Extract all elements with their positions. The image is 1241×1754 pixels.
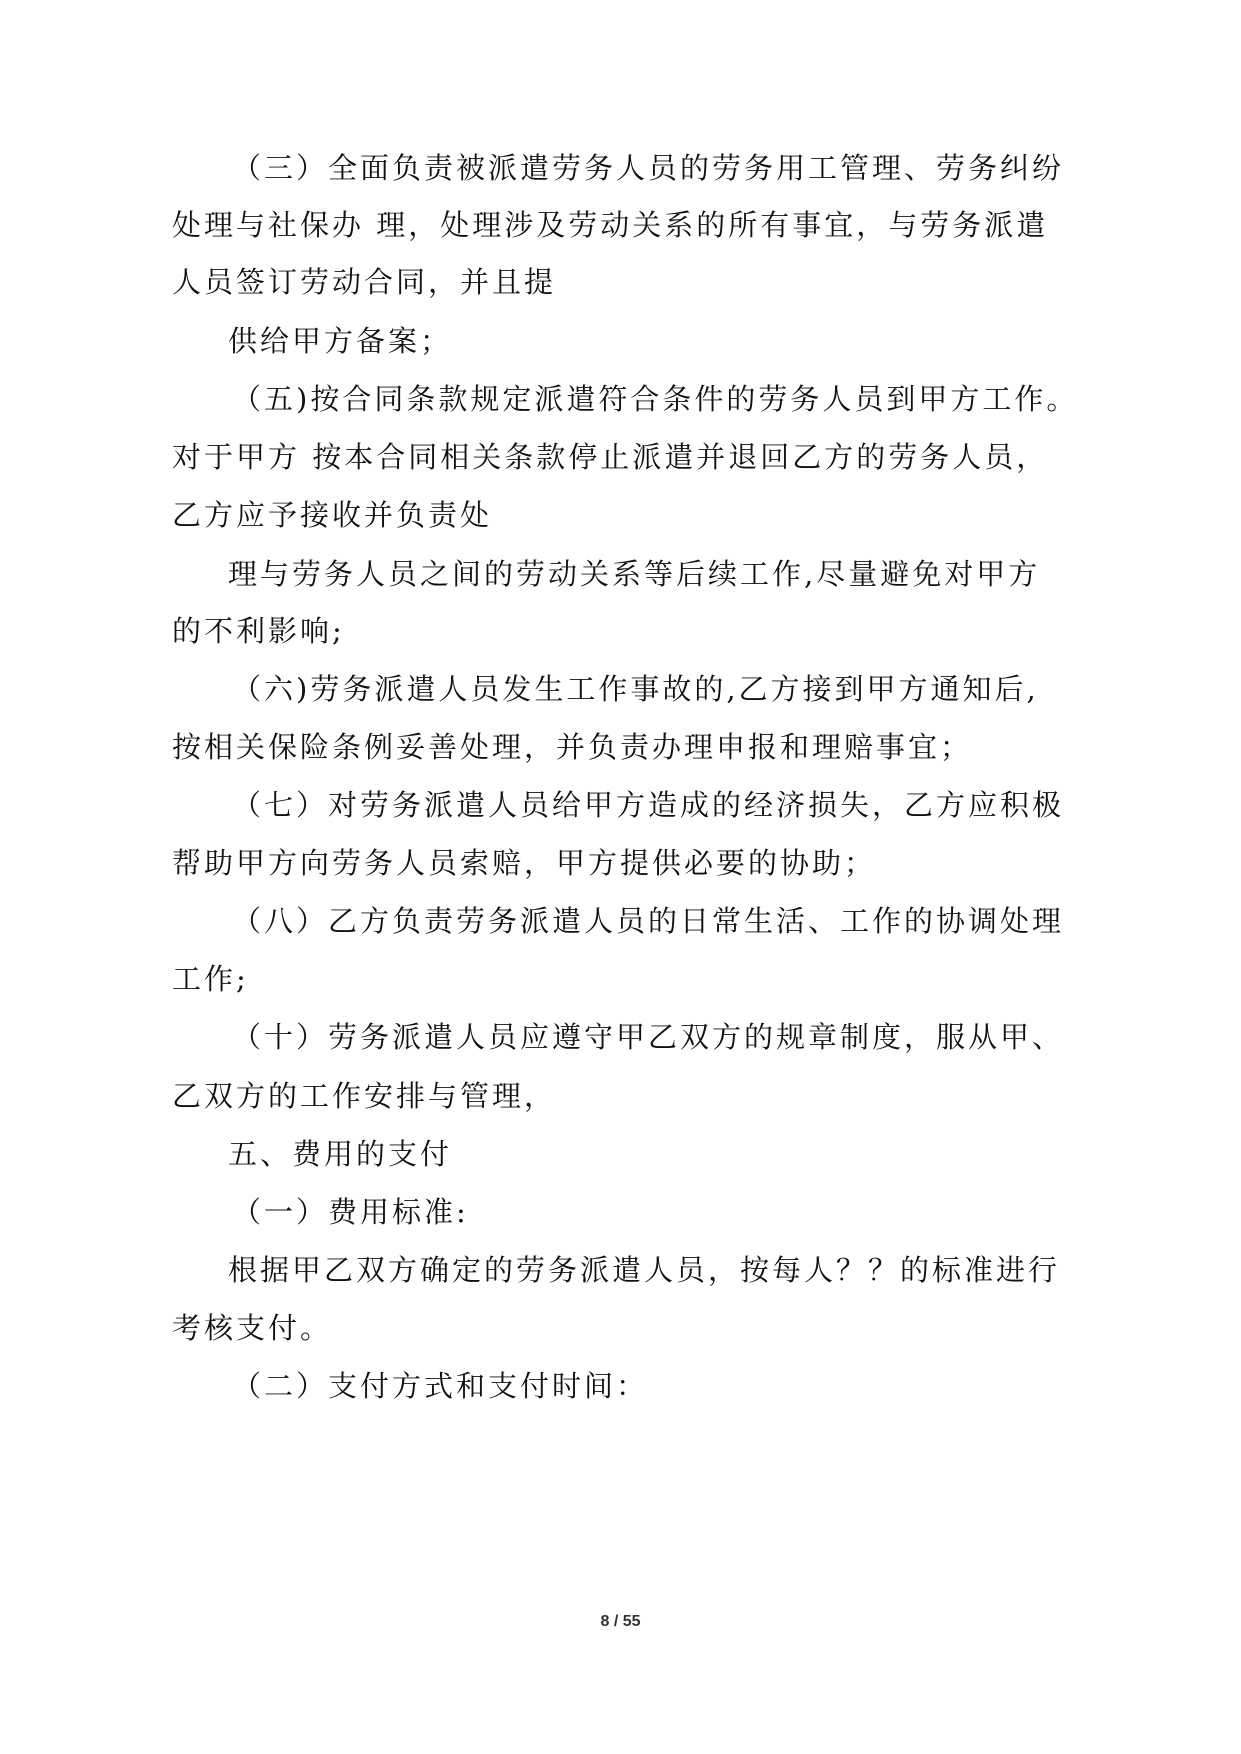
text-line: （六)劳务派遣人员发生工作事故的,乙方接到甲方通知后, [232,672,1039,706]
text-line: 帮助甲方向劳务人员索赔，甲方提供必要的协助； [172,846,877,880]
text-line: 处理与社保办 理，处理涉及劳动关系的所有事宜，与劳务派遣 [172,208,1049,242]
text-line: （一）费用标准: [232,1195,469,1229]
text-line: （七）对劳务派遣人员给甲方造成的经济损失，乙方应积极 [232,788,1065,822]
text-line: 供给甲方备案； [228,324,453,358]
section-heading: 五、费用的支付 [228,1137,453,1171]
text-line: 理与劳务人员之间的劳动关系等后续工作,尽量避免对甲方 [228,557,1041,591]
text-line: （十）劳务派遣人员应遵守甲乙双方的规章制度，服从甲、 [232,1020,1065,1054]
text-line: （二）支付方式和支付时间： [232,1369,649,1403]
page-number: 8 / 55 [600,1613,641,1630]
text-line: 人员签订劳动合同，并且提 [172,265,557,299]
text-line: 乙双方的工作安排与管理， [172,1079,557,1113]
text-line: 工作; [172,962,249,996]
text-line: 根据甲乙双方确定的劳务派遣人员，按每人？？的标准进行 [228,1253,1061,1287]
text-line: （三）全面负责被派遣劳务人员的劳务用工管理、劳务纠纷 [232,151,1065,185]
text-line: （五)按合同条款规定派遣符合条件的劳务人员到甲方工作。 [232,382,1079,416]
text-line: 对于甲方 按本合同相关条款停止派遣并退回乙方的劳务人员， [172,440,1049,474]
text-line: 按相关保险条例妥善处理，并负责办理申报和理赔事宜； [172,730,973,764]
text-line: 考核支付。 [172,1311,333,1345]
text-line: 的不利影响; [172,614,345,648]
text-line: （八）乙方负责劳务派遣人员的日常生活、工作的协调处理 [232,904,1065,938]
text-line: 乙方应予接收并负责处 [172,498,493,532]
